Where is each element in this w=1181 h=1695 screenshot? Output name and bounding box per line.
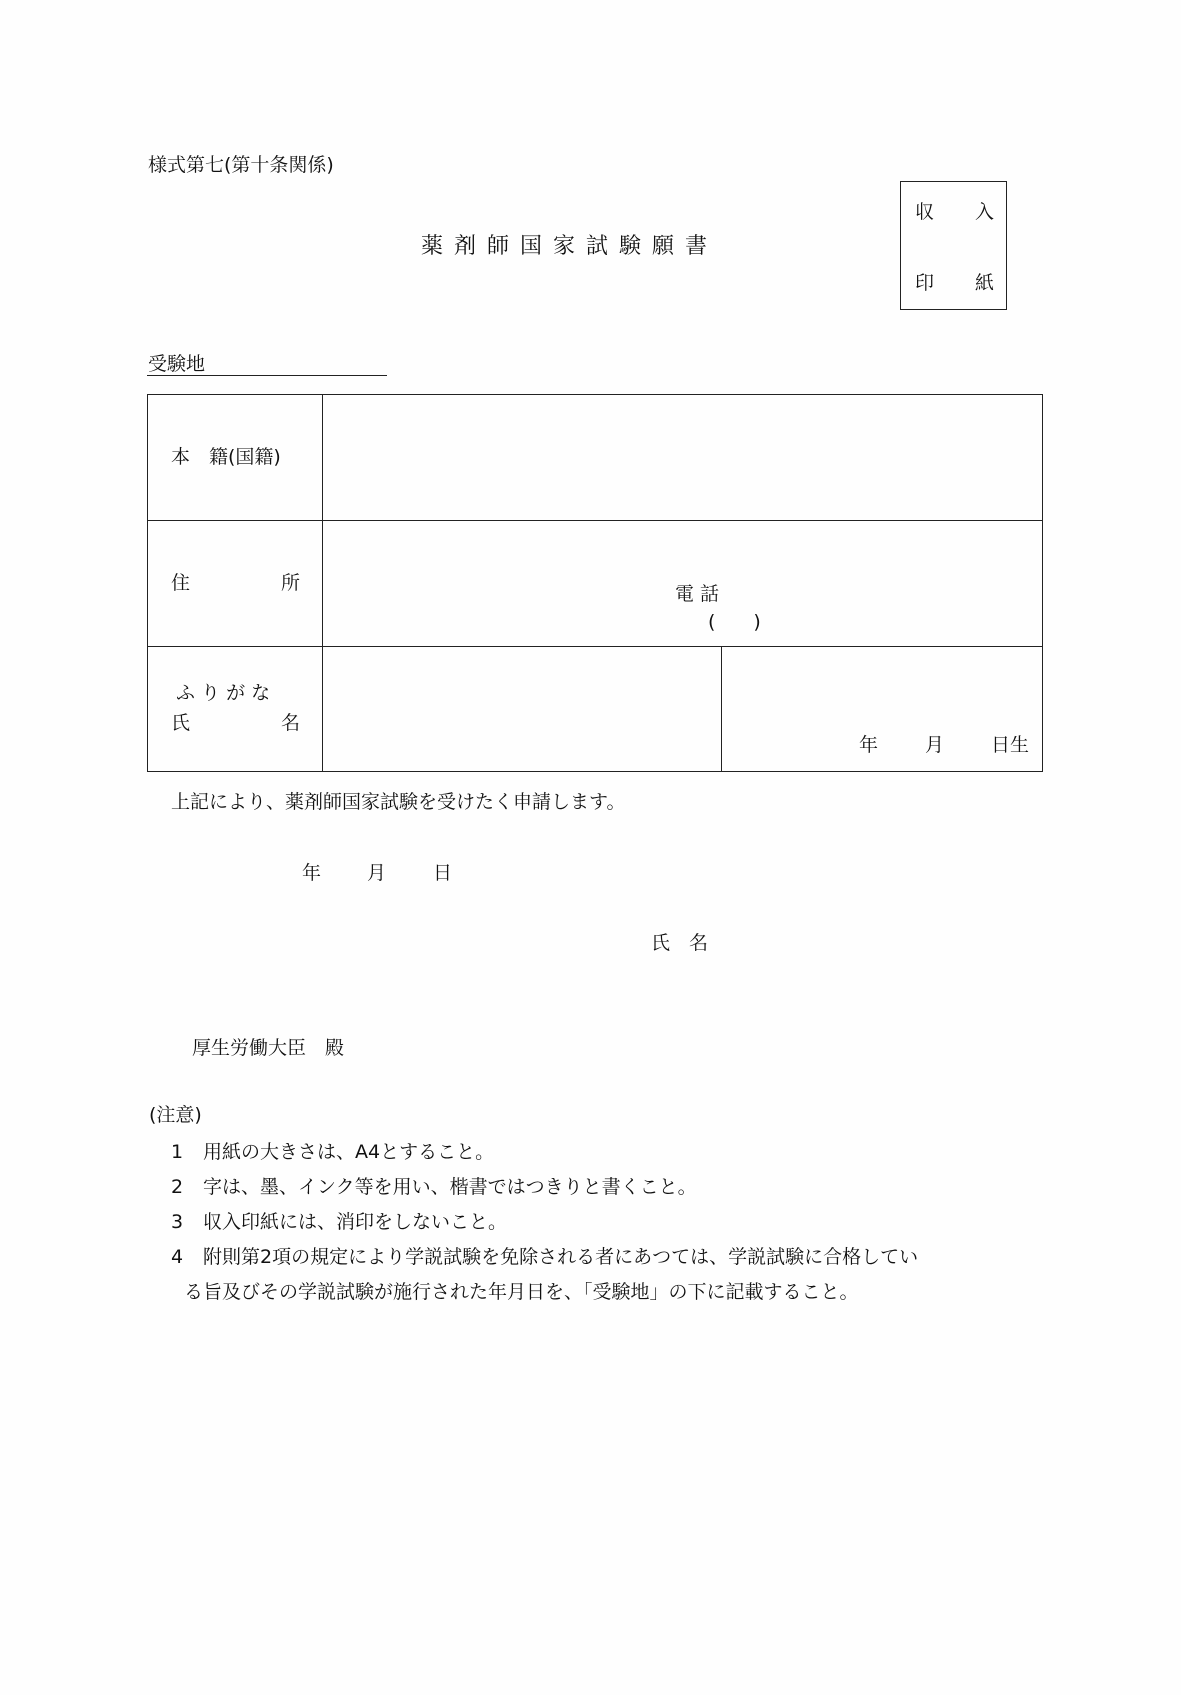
date-day: 日 [433,862,453,884]
birth-year-label: 年 [859,734,879,756]
exam-site-underline [147,375,387,376]
birth-month-label: 月 [925,734,945,756]
birth-day-label: 日生 [991,734,1030,756]
note-text: 用紙の大きさは、A4とすること。 [203,1141,495,1163]
furigana-label: ふ り が な [176,682,271,704]
phone-label: 電 話 [675,583,720,605]
stamp-text: 印 [915,272,935,294]
note-number: 4 [171,1246,184,1268]
form-number: 様式第七(第十条関係) [148,154,334,176]
address-label: 所 [281,572,301,594]
row-divider [147,646,1043,647]
name-label: 名 [281,712,301,734]
note-number: 2 [171,1176,184,1198]
note-text-continuation: る旨及びその学説試験が施行された年月日を、「受験地」の下に記載すること。 [184,1281,859,1303]
row-divider [147,520,1043,521]
column-divider [721,646,722,772]
stamp-text: 紙 [975,272,995,294]
column-divider [322,394,323,772]
signature-label: 氏 名 [651,932,709,954]
addressee: 厚生労働大臣 殿 [192,1037,345,1059]
note-number: 1 [171,1141,184,1163]
note-number: 3 [171,1211,184,1233]
page-title: 薬 剤 師 国 家 試 験 願 書 [421,234,709,259]
stamp-text: 入 [975,201,995,223]
name-label: 氏 [171,712,191,734]
date-month: 月 [367,862,387,884]
phone-parens: ( ) [708,611,761,633]
exam-site-label: 受験地 [148,353,206,375]
note-text: 附則第2項の規定により学説試験を免除される者にあつては、学説試験に合格してい [203,1246,919,1268]
note-text: 収入印紙には、消印をしないこと。 [203,1211,508,1233]
stamp-text: 収 [915,201,935,223]
honseki-label: 本 籍(国籍) [171,446,281,468]
notes-heading: (注意) [149,1104,202,1126]
revenue-stamp-box [900,181,1007,310]
note-text: 字は、墨、インク等を用い、楷書ではつきりと書くこと。 [203,1176,697,1198]
application-statement: 上記により、薬剤師国家試験を受けたく申請します。 [171,791,626,813]
date-year: 年 [302,862,322,884]
address-label: 住 [171,572,191,594]
